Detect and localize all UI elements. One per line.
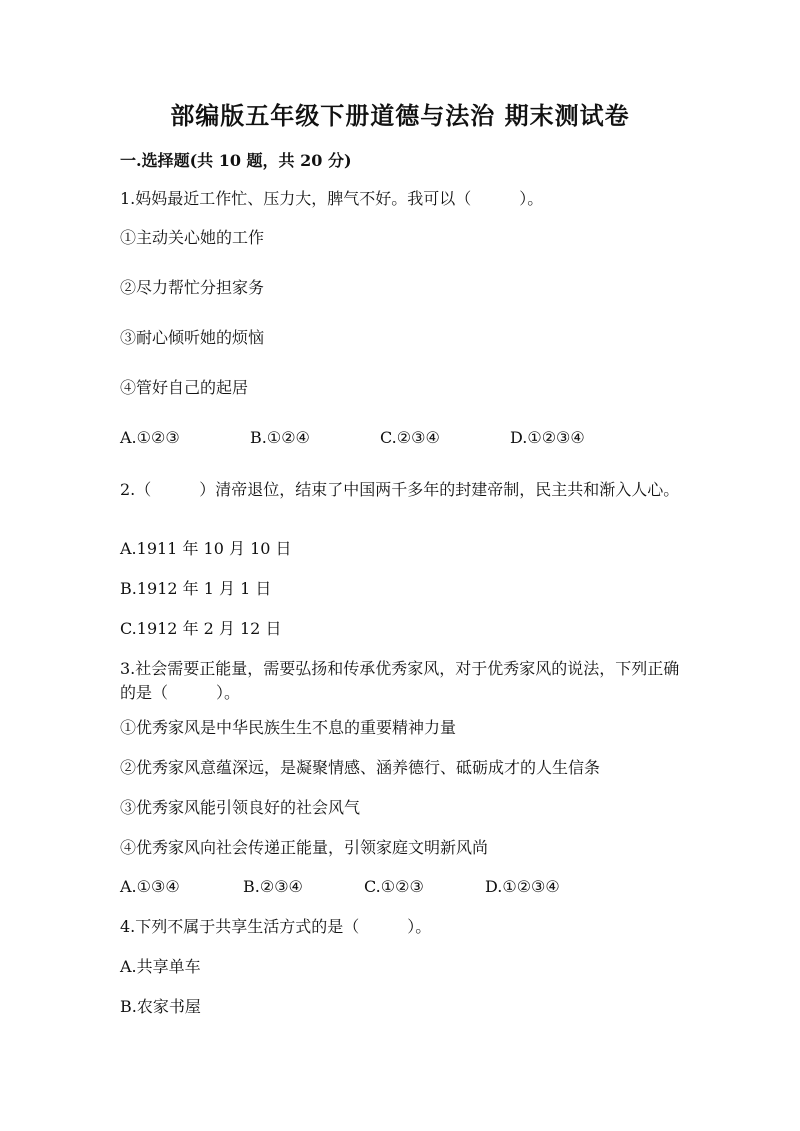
- question-4-option-b: B.农家书屋: [120, 997, 201, 1016]
- question-4-option-a: A.共享单车: [120, 957, 201, 976]
- question-2-option-c: C.1912 年 2 月 12 日: [120, 619, 282, 638]
- question-1-item-1: ①主动关心她的工作: [120, 228, 265, 247]
- question-1-option-b: B.①②④: [250, 428, 310, 447]
- question-3-option-a: A.①③④: [120, 877, 180, 896]
- question-3-option-c: C.①②③: [364, 877, 424, 896]
- question-4-stem: 4.下列不属于共享生活方式的是（ ）。: [120, 917, 432, 936]
- question-1-item-3: ③耐心倾听她的烦恼: [120, 328, 265, 347]
- question-1-option-a: A.①②③: [120, 428, 180, 447]
- question-3-item-1: ①优秀家风是中华民族生生不息的重要精神力量: [120, 718, 457, 737]
- question-3-option-d: D.①②③④: [485, 877, 560, 896]
- question-2-option-a: A.1911 年 10 月 10 日: [120, 539, 292, 558]
- section-heading: 一.选择题(共 10 题，共 20 分): [120, 151, 352, 170]
- question-1-option-d: D.①②③④: [510, 428, 585, 447]
- question-3-item-2: ②优秀家风意蕴深远，是凝聚情感、涵养德行、砥砺成才的人生信条: [120, 758, 601, 777]
- question-2-option-b: B.1912 年 1 月 1 日: [120, 579, 272, 598]
- question-3-stem: 3.社会需要正能量，需要弘扬和传承优秀家风，对于优秀家风的说法，下列正确的是（ ）。: [120, 659, 680, 702]
- question-1-option-c: C.②③④: [380, 428, 440, 447]
- question-3-item-3: ③优秀家风能引领良好的社会风气: [120, 798, 361, 817]
- question-1-item-4: ④管好自己的起居: [120, 378, 249, 397]
- question-1-item-2: ②尽力帮忙分担家务: [120, 278, 265, 297]
- question-1-stem: 1.妈妈最近工作忙、压力大，脾气不好。我可以（ ）。: [120, 189, 544, 208]
- question-2-stem: 2.（ ）清帝退位，结束了中国两千多年的封建帝制，民主共和渐入人心。: [120, 480, 680, 499]
- question-3-item-4: ④优秀家风向社会传递正能量，引领家庭文明新风尚: [120, 838, 489, 857]
- page-title: 部编版五年级下册道德与法治 期末测试卷: [170, 101, 630, 130]
- question-3-option-b: B.②③④: [243, 877, 303, 896]
